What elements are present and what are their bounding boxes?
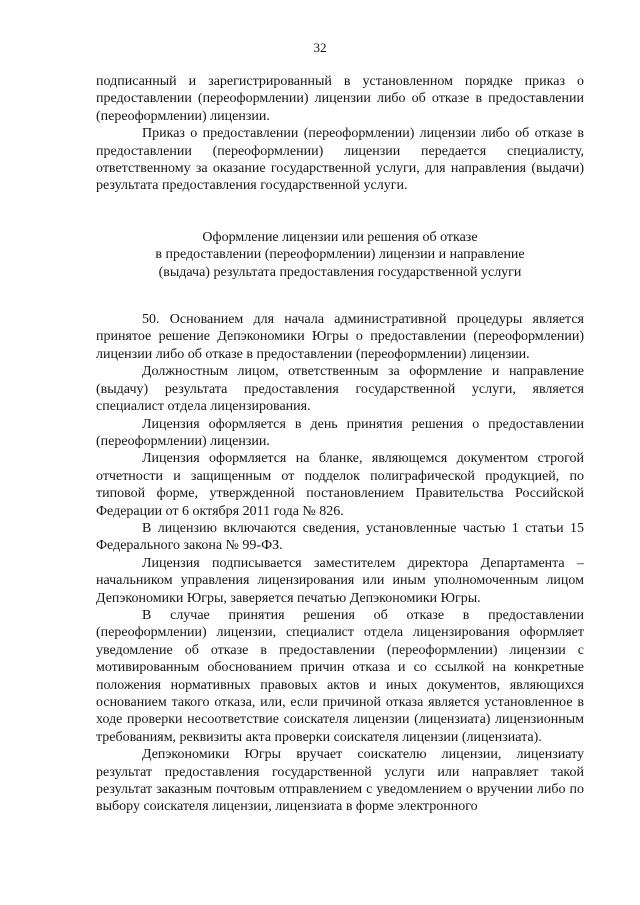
paragraph: 50. Основанием для начала административной процедуры является принятое решение Депэкономики Югры о предоставлении (переоформлении) лицензии либо об отказе в предоставлении (переоформлении) лицензии.	[96, 312, 584, 362]
paragraph: Приказ о предоставлении (переоформлении) лицензии либо об отказе в предоставлении (переоформлении) лицензии передается специалисту, ответственному за оказание государственной услуги, для направления (выдачи) результата предоставления государственной услуги.	[96, 126, 584, 194]
document-body	[96, 73, 584, 816]
paragraph: Должностным лицом, ответственным за оформление и направление (выдачу) результата предоставления государственной услуги, является специалист отдела лицензирования.	[96, 364, 584, 415]
paragraph: Лицензия оформляется в день принятия решения о предоставлении (переоформлении) лицензии.	[96, 416, 584, 449]
paragraph: подписанный и зарегистрированный в установленном порядке приказ о предоставлении (переоформлении) лицензии либо об отказе в предоставлении (переоформлении) лицензии.	[96, 74, 584, 124]
paragraph: В лицензию включаются сведения, установленные частью 1 статьи 15 Федерального закона № 99-ФЗ.	[96, 520, 584, 554]
section-heading	[96, 229, 584, 281]
page-number: 32	[313, 40, 327, 55]
paragraph: Лицензия оформляется на бланке, являющемся документом строгой отчетности и защищенным от подделок полиграфической продукцией, по типовой форме, утвержденной постановлением Правительства Российской Федерации от 6 октября 2011 года № 826.	[96, 451, 584, 519]
paragraph: Депэкономики Югры вручает соискателю лицензии, лицензиату результат предоставления государственной услуги или направляет такой результат заказным почтовым отправлением с уведомлением о вручении либо по выбору соискателя лицензии, лицензиата в форме электронного	[96, 747, 584, 815]
paragraph: Лицензия подписывается заместителем директора Департамента – начальником управления лицензирования или иным уполномоченным лицом Депэкономики Югры, заверяется печатью Депэкономики Югры.	[96, 555, 584, 606]
section-heading-line: Оформление лицензии или решения об отказе	[202, 229, 478, 245]
paragraph: В случае принятия решения об отказе в предоставлении (переоформлении) лицензии, специалист отдела лицензирования оформляет уведомление об отказе в предоставлении (переоформлении) лицензии с мотивированным обоснованием причин отказа и со ссылкой на конкретные положения нормативных правовых актов и иных документов, являющихся основанием такого отказа, или, если причиной отказа является установленное в ходе проверки несоответствие соискателя лицензии (лицензиата) лицензионным требованиям, реквизиты акта проверки соискателя лицензии (лицензиата).	[96, 607, 584, 745]
section-heading-line: в предоставлении (переоформлении) лицензии и направление	[155, 247, 525, 263]
section-heading-line: (выдача) результата предоставления государственной услуги	[158, 264, 522, 280]
